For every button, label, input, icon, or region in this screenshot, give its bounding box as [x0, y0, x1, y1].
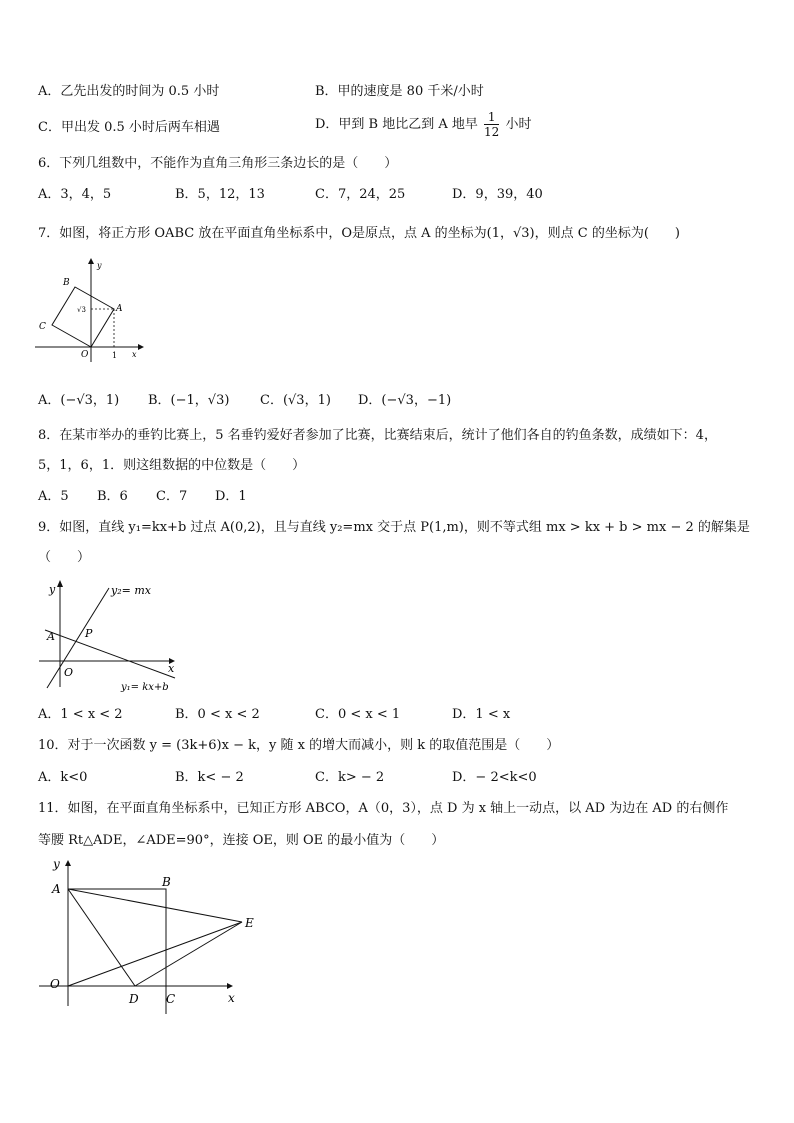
label-y: y	[49, 583, 56, 596]
label-o: O	[81, 350, 89, 360]
label-d: D	[129, 992, 139, 1006]
q10-stem: 10．对于一次函数 y = (3k+6)x − k，y 随 x 的增大而减小，则 k 的取值范围是（ ）	[38, 738, 560, 753]
fraction-numerator: 1	[484, 110, 499, 125]
q7-option-c: C．(√3，1)	[260, 393, 331, 408]
label-b: B	[162, 875, 171, 889]
q8-stem-line2: 5，1，6，1．则这组数据的中位数是（ ）	[38, 458, 306, 473]
q9-figure	[35, 575, 185, 695]
q5-option-d-unit: 小时	[505, 117, 532, 132]
y-axis-arrow	[88, 258, 94, 264]
q7-figure	[35, 256, 145, 364]
label-y: y	[53, 857, 60, 871]
label-x: x	[168, 662, 175, 675]
fraction	[484, 110, 499, 139]
label-o: O	[64, 666, 74, 679]
q6-option-b: B．5，12，13	[175, 187, 265, 202]
label-b: B	[63, 278, 70, 288]
line-y2	[47, 588, 109, 688]
label-y2-line: y₂= mx	[111, 584, 151, 597]
label-one: 1	[112, 351, 118, 360]
q11-stem-line2: 等腰 Rt△ADE，∠ADE=90°，连接 OE，则 OE 的最小值为（ ）	[38, 833, 445, 848]
segment-oe	[68, 922, 242, 986]
label-c: C	[166, 992, 176, 1006]
q10-option-c: C．k> − 2	[315, 770, 385, 785]
fraction-denominator: 12	[484, 125, 500, 139]
label-x: x	[228, 991, 235, 1005]
q8-stem-line1: 8．在某市举办的垂钓比赛上，5 名垂钓爱好者参加了比赛，比赛结束后，统计了他们各自的钓鱼条数，成绩如下：4，	[38, 428, 717, 443]
q9-stem-line2: （ ）	[38, 550, 91, 565]
q8-option-a: A．5	[38, 489, 69, 504]
q10-option-b: B．k< − 2	[175, 770, 244, 785]
label-a: A	[47, 630, 55, 643]
square-abco	[68, 889, 166, 1014]
label-o: O	[50, 977, 60, 991]
q5-option-b: B．甲的速度是 80 千米/小时	[315, 84, 484, 99]
y-axis-arrow	[65, 860, 71, 866]
label-x: x	[132, 350, 137, 359]
q5-option-d	[315, 110, 531, 139]
q10-option-a: A．k<0	[38, 770, 88, 785]
x-axis-arrow	[227, 983, 233, 989]
label-c: C	[39, 322, 46, 332]
y-axis-arrow	[57, 580, 63, 587]
q7-option-a: A．(−√3，1)	[38, 393, 120, 408]
q9-option-d: D．1 < x	[452, 707, 511, 722]
q11-stem-line1: 11．如图，在平面直角坐标系中，已知正方形 ABCO，A（0，3），点 D 为 x 轴上一动点，以 AD 为边在 AD 的右侧作	[38, 801, 729, 816]
square-oabc	[52, 287, 114, 347]
q10-option-d: D．− 2<k<0	[452, 770, 537, 785]
q9-stem-line1: 9．如图，直线 y₁=kx+b 过点 A(0,2)，且与直线 y₂=mx 交于点 P(1,m)，则不等式组 mx > kx + b > mx − 2 的解集是	[38, 520, 750, 535]
x-axis-arrow	[138, 344, 144, 350]
segment-de	[135, 922, 242, 986]
q5-option-c: C．甲出发 0.5 小时后两车相遇	[38, 120, 220, 135]
q7-option-b: B．(−1，√3)	[148, 393, 230, 408]
q11-figure	[35, 856, 265, 1016]
label-e: E	[245, 916, 254, 930]
segment-ad	[68, 889, 135, 986]
q7-option-d: D．(−√3，−1)	[358, 393, 452, 408]
q6-option-c: C．7，24，25	[315, 187, 406, 202]
label-y: y	[97, 261, 102, 270]
q5-option-d-text: D．甲到 B 地比乙到 A 地早	[315, 117, 478, 132]
q6-stem: 6．下列几组数中，不能作为直角三角形三条边长的是（ ）	[38, 156, 398, 171]
q9-option-c: C．0 < x < 1	[315, 707, 401, 722]
q5-option-a: A．乙先出发的时间为 0.5 小时	[38, 84, 220, 99]
q8-option-c: C．7	[156, 489, 188, 504]
segment-ae	[68, 889, 242, 922]
label-y1-line: y₁= kx+b	[121, 682, 169, 693]
q6-option-d: D．9，39，40	[452, 187, 543, 202]
q8-option-b: B．6	[97, 489, 128, 504]
q9-option-b: B．0 < x < 2	[175, 707, 260, 722]
q8-option-d: D．1	[215, 489, 247, 504]
label-a: A	[52, 882, 61, 896]
q9-option-a: A．1 < x < 2	[38, 707, 123, 722]
label-p: P	[85, 627, 93, 640]
q7-stem: 7．如图，将正方形 OABC 放在平面直角坐标系中，O是原点，点 A 的坐标为(1，√3)，则点 C 的坐标为( )	[38, 226, 680, 241]
label-sqrt3: √3	[77, 306, 86, 314]
label-a: A	[116, 304, 123, 314]
q6-option-a: A．3，4，5	[38, 187, 112, 202]
